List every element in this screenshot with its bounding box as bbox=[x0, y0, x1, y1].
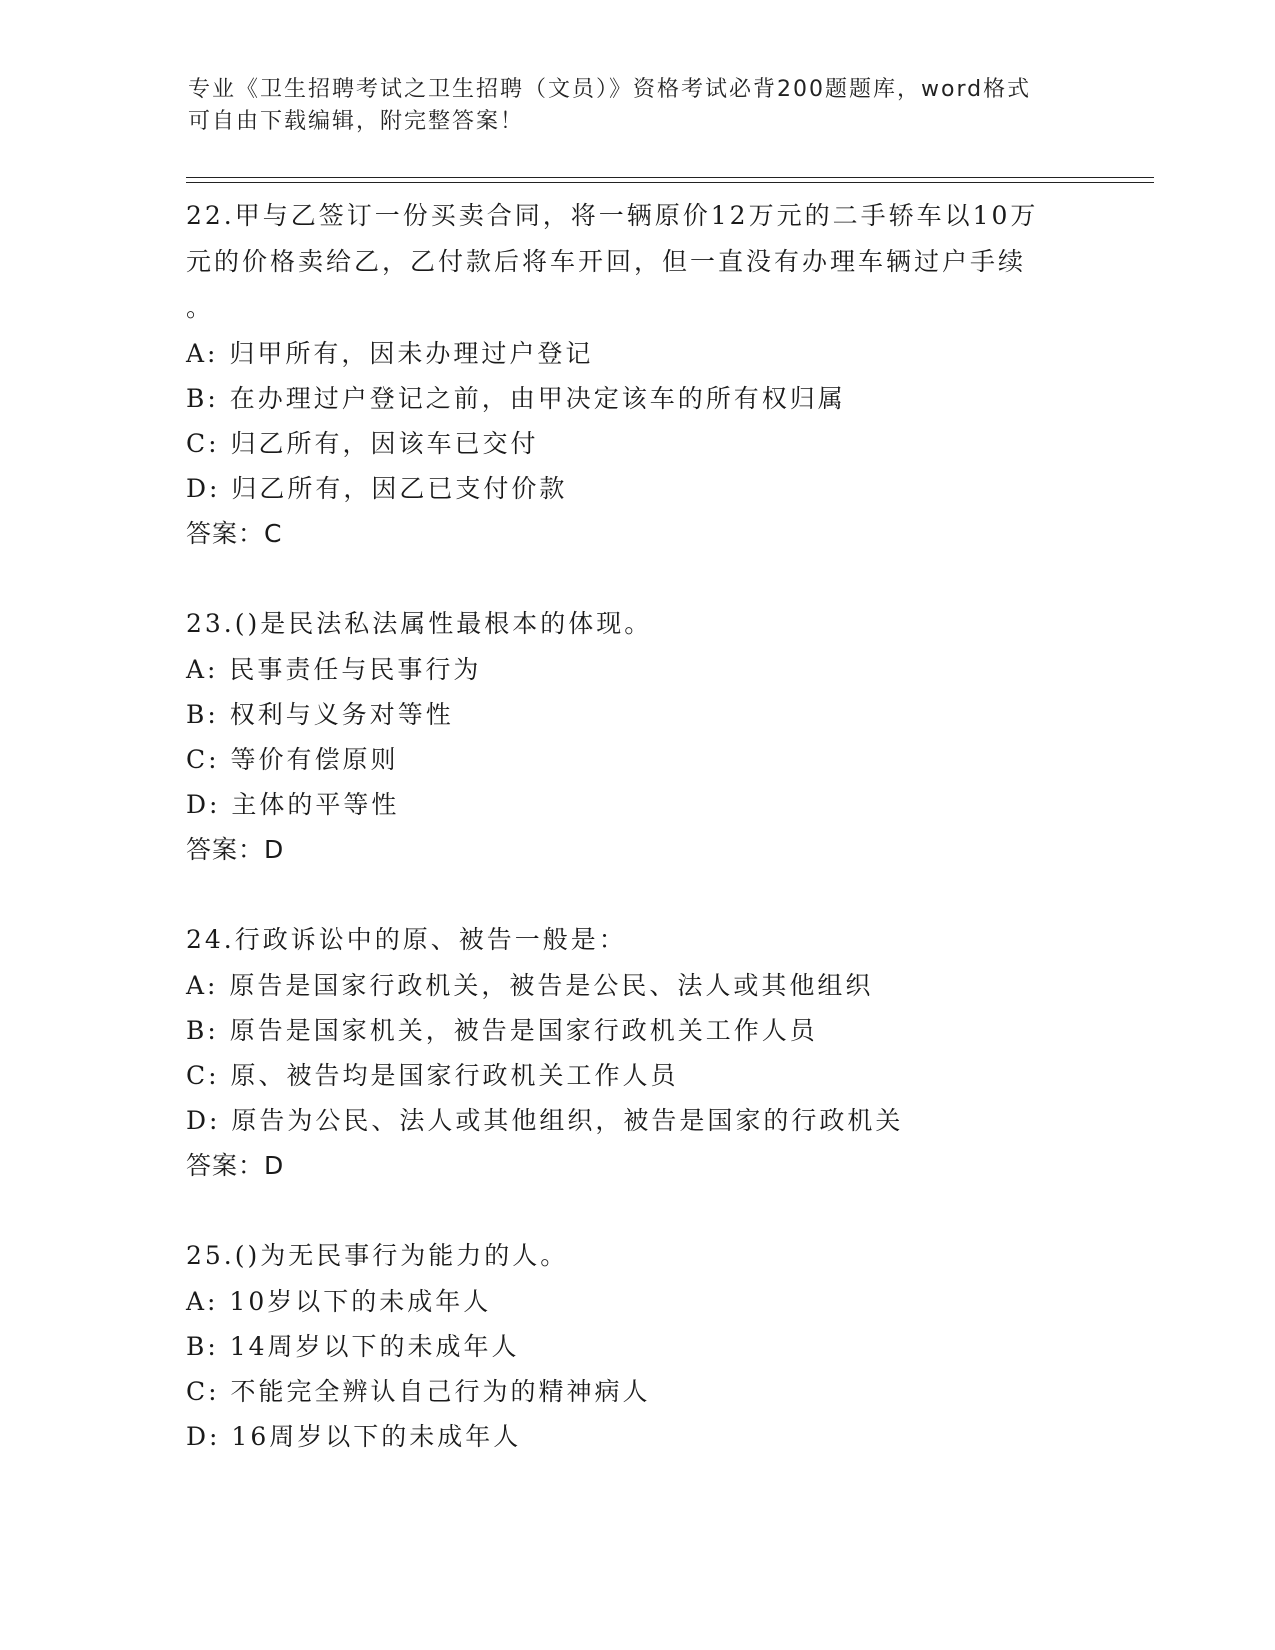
option-c: C: 原、被告均是国家行政机关工作人员 bbox=[186, 1061, 679, 1090]
question-stem bbox=[186, 193, 1086, 331]
stem-line: 元的价格卖给乙，乙付款后将车开回，但一直没有办理车辆过户手续 bbox=[186, 247, 1027, 276]
option-d: D: 原告为公民、法人或其他组织，被告是国家的行政机关 bbox=[186, 1106, 904, 1135]
document-header bbox=[188, 74, 1088, 138]
option-a: A: 原告是国家行政机关，被告是公民、法人或其他组织 bbox=[186, 971, 874, 1000]
option-c: C: 不能完全辨认自己行为的精神病人 bbox=[186, 1377, 651, 1406]
option-c: C: 等价有偿原则 bbox=[186, 745, 399, 774]
stem-line: 24.行政诉讼中的原、被告一般是： bbox=[186, 925, 627, 954]
stem-line: 25.()为无民事行为能力的人。 bbox=[186, 1241, 569, 1270]
option-b: B: 14周岁以下的未成年人 bbox=[186, 1332, 520, 1361]
answer-line: 答案：C bbox=[186, 519, 283, 548]
answer-line: 答案：D bbox=[186, 835, 285, 864]
header-title-line-1: 专业《卫生招聘考试之卫生招聘（文员）》资格考试必背200题题库，word格式 bbox=[188, 77, 1032, 102]
stem-line: 22.甲与乙签订一份买卖合同，将一辆原价12万元的二手轿车以10万 bbox=[186, 201, 1039, 230]
question-23 bbox=[186, 601, 1086, 872]
header-divider-top bbox=[186, 177, 1154, 178]
question-24 bbox=[186, 917, 1086, 1188]
option-d: D: 归乙所有，因乙已支付价款 bbox=[186, 474, 568, 503]
option-c: C: 归乙所有，因该车已交付 bbox=[186, 429, 539, 458]
question-spacer bbox=[186, 872, 1086, 917]
option-a: A: 10岁以下的未成年人 bbox=[186, 1287, 492, 1316]
option-b: B: 在办理过户登记之前，由甲决定该车的所有权归属 bbox=[186, 384, 846, 413]
answer-line: 答案：D bbox=[186, 1151, 285, 1180]
header-title-line-2: 可自由下载编辑，附完整答案！ bbox=[188, 109, 525, 134]
option-d: D: 16周岁以下的未成年人 bbox=[186, 1422, 522, 1451]
question-spacer bbox=[186, 556, 1086, 601]
question-spacer bbox=[186, 1188, 1086, 1233]
question-stem bbox=[186, 601, 1086, 647]
option-a: A: 归甲所有，因未办理过户登记 bbox=[186, 339, 594, 368]
option-d: D: 主体的平等性 bbox=[186, 790, 400, 819]
header-divider-bottom bbox=[186, 182, 1154, 183]
question-25 bbox=[186, 1233, 1086, 1459]
option-b: B: 权利与义务对等性 bbox=[186, 700, 454, 729]
question-stem bbox=[186, 917, 1086, 963]
stem-line: 23.()是民法私法属性最根本的体现。 bbox=[186, 609, 653, 638]
option-b: B: 原告是国家机关，被告是国家行政机关工作人员 bbox=[186, 1016, 818, 1045]
question-stem bbox=[186, 1233, 1086, 1279]
question-list bbox=[186, 193, 1086, 1459]
question-22 bbox=[186, 193, 1086, 556]
stem-line: 。 bbox=[186, 293, 215, 322]
option-a: A: 民事责任与民事行为 bbox=[186, 655, 482, 684]
